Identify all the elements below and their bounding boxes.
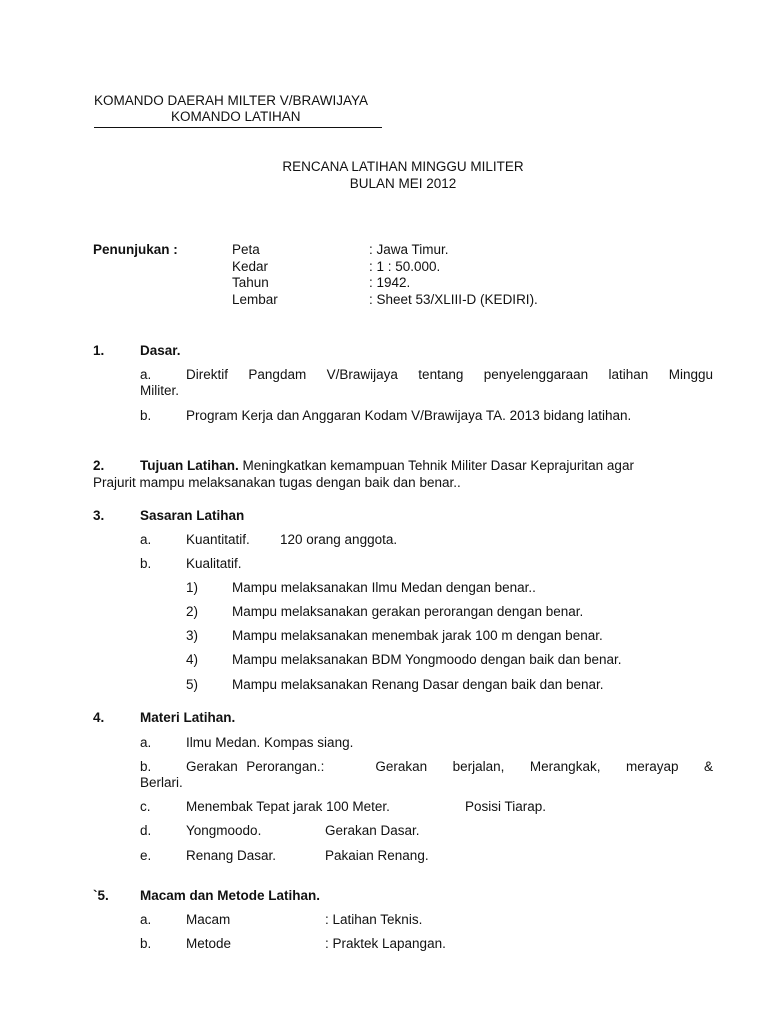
item-marker: c. <box>140 799 151 814</box>
item-value: Gerakan Dasar. <box>325 823 420 838</box>
section-title: Sasaran Latihan <box>140 508 245 523</box>
item-label: Menembak Tepat jarak 100 Meter. <box>186 799 390 814</box>
section-title: Dasar. <box>140 343 181 358</box>
item-marker: b. <box>140 759 152 774</box>
section-text: Meningkatkan kemampuan Tehnik Militer Dasar Keprajuritan agar <box>238 458 634 473</box>
header-underline <box>94 127 382 128</box>
sub-item-text: Mampu melaksanakan menembak jarak 100 m dengan benar. <box>232 628 603 643</box>
sub-item-number: 5) <box>186 677 199 692</box>
penunjukan-key: Tahun <box>232 275 269 290</box>
item-value: 120 orang anggota. <box>280 532 398 547</box>
item-label: Kuantitatif. <box>186 532 250 547</box>
title-line1: RENCANA LATIHAN MINGGU MILITER <box>282 159 524 174</box>
item-marker: b. <box>140 408 152 423</box>
sub-item-number: 4) <box>186 652 199 667</box>
sub-item-text: Mampu melaksanakan gerakan perorangan dengan benar. <box>232 604 584 619</box>
sub-item-number: 2) <box>186 604 199 619</box>
item-label: Macam <box>186 912 231 927</box>
item-text: Ilmu Medan. Kompas siang. <box>186 735 354 750</box>
item-label: Metode <box>186 936 232 951</box>
item-marker: d. <box>140 823 152 838</box>
item-value: : Praktek Lapangan. <box>325 936 446 951</box>
item-marker: e. <box>140 848 152 863</box>
section-paragraph-line1 <box>140 458 634 474</box>
penunjukan-key: Lembar <box>232 292 278 307</box>
item-marker: a. <box>140 367 152 382</box>
item-value: : Latihan Teknis. <box>325 912 423 927</box>
item-marker: a. <box>140 912 152 927</box>
section-title: Tujuan Latihan. <box>140 458 239 473</box>
section-number: 4. <box>93 710 105 725</box>
item-text: Program Kerja dan Anggaran Kodam V/Brawijaya TA. 2013 bidang latihan. <box>186 408 632 423</box>
item-text-continuation: Militer. <box>140 383 180 398</box>
section-number: `5. <box>93 888 109 903</box>
penunjukan-value: : Jawa Timur. <box>369 242 449 257</box>
sub-item-number: 3) <box>186 628 199 643</box>
item-marker: a. <box>140 532 152 547</box>
section-number: 3. <box>93 508 105 523</box>
title-line2: BULAN MEI 2012 <box>349 176 457 191</box>
item-value: Pakaian Renang. <box>325 848 429 863</box>
item-value: Posisi Tiarap. <box>465 799 547 814</box>
item-text: Gerakan Perorangan.: Gerakan berjalan, Merangkak, merayap & <box>186 759 713 774</box>
penunjukan-key: Kedar <box>232 259 269 274</box>
penunjukan-value: : Sheet 53/XLIII-D (KEDIRI). <box>369 292 538 307</box>
header-org-line2: KOMANDO LATIHAN <box>171 109 301 124</box>
penunjukan-key: Peta <box>232 242 260 257</box>
sub-item-text: Mampu melaksanakan Ilmu Medan dengan benar.. <box>232 580 536 595</box>
sub-item-text: Mampu melaksanakan BDM Yongmoodo dengan baik dan benar. <box>232 652 622 667</box>
sub-item-text: Mampu melaksanakan Renang Dasar dengan baik dan benar. <box>232 677 604 692</box>
item-marker: a. <box>140 735 152 750</box>
item-text-continuation: Berlari. <box>140 775 183 790</box>
header-org-line1: KOMANDO DAERAH MILTER V/BRAWIJAYA <box>94 93 369 108</box>
section-paragraph-line2: Prajurit mampu melaksanakan tugas dengan baik dan benar.. <box>93 475 461 490</box>
section-title: Macam dan Metode Latihan. <box>140 888 321 903</box>
item-marker: b. <box>140 556 152 571</box>
penunjukan-label: Penunjukan : <box>93 242 178 257</box>
section-number: 1. <box>93 343 105 358</box>
item-marker: b. <box>140 936 152 951</box>
item-label: Renang Dasar. <box>186 848 277 863</box>
item-text: Direktif Pangdam V/Brawijaya tentang penyelenggaraan latihan Minggu <box>186 367 713 382</box>
penunjukan-value: : 1942. <box>369 275 411 290</box>
section-title: Materi Latihan. <box>140 710 236 725</box>
item-label: Kualitatif. <box>186 556 242 571</box>
item-label: Yongmoodo. <box>186 823 262 838</box>
penunjukan-value: : 1 : 50.000. <box>369 259 441 274</box>
section-number: 2. <box>93 458 105 473</box>
sub-item-number: 1) <box>186 580 199 595</box>
